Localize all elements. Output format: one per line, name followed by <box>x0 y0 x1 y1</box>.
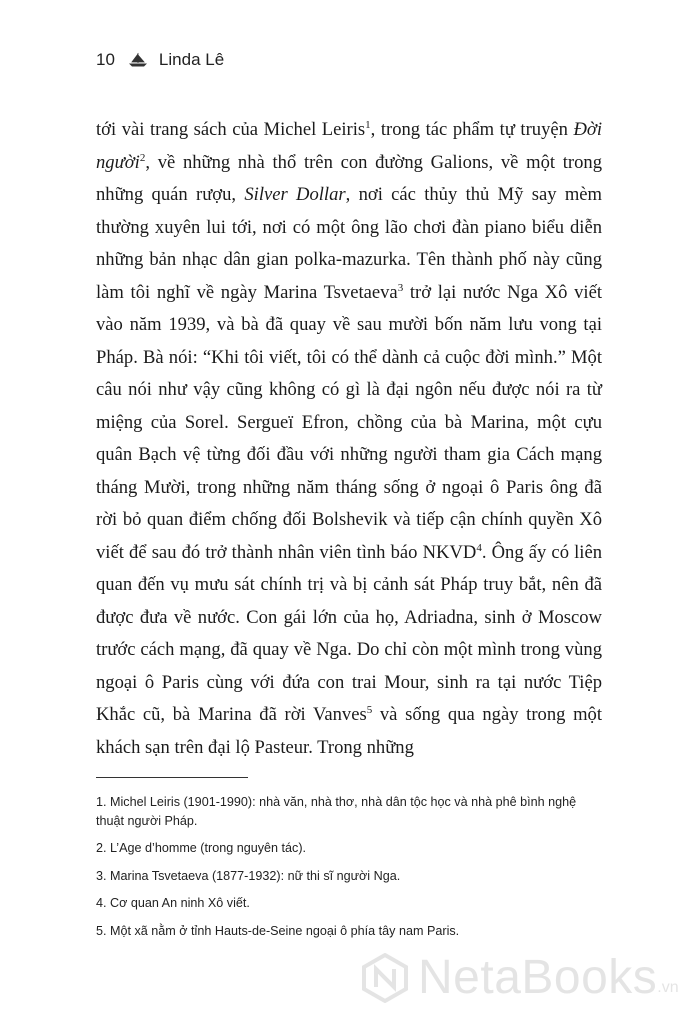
body-segment: , trong tác phẩm tự truyện <box>370 119 574 140</box>
author-name: Linda Lê <box>158 50 225 69</box>
italic-title-doi-nguoi: Đời người <box>96 119 602 173</box>
watermark <box>360 950 679 1005</box>
sailboat-icon <box>127 52 149 68</box>
body-segment: tới vài trang sách của Michel Leiris <box>96 119 366 140</box>
netabooks-logo-icon <box>360 953 410 1003</box>
body-segment: , nơi các thủy thủ Mỹ say mèm thường xuyên lui tới, nơi có một ông lão chơi đàn piano biểu diễn những bản nhạc dân gian polka-mazurka. Tên thành phố này cũng làm tôi nghĩ về ngày Marina Tsvetaeva <box>96 184 603 303</box>
footnote-3: 3. Marina Tsvetaeva (1877-1932): nữ thi sĩ người Nga. <box>96 868 401 883</box>
footnote-ref-5: 5 <box>366 703 373 716</box>
footnote-ref-3: 3 <box>397 281 404 294</box>
watermark-suffix: .vn <box>657 979 679 996</box>
watermark-brand: NetaBooks <box>418 951 658 1004</box>
page-number: 10 <box>96 50 115 69</box>
footnote-2: 2. L’Age d’homme (trong nguyên tác). <box>96 841 307 855</box>
footnote-ref-4: 4 <box>476 541 482 554</box>
body-segment: trở lại nước Nga Xô viết vào năm 1939, và bà đã quay về sau mười bốn năm lưu vong tại Pháp. Bà nói: “Khi tôi viết, tôi có thể dành cả cuộc đời mình.” Một câu nói như vậy cũng không có gì là đại ngôn nếu được nói ra từ miệng của Sorel. Sergueï Efron, chồng của bà Marina, một cựu quân Bạch vệ từng đối đầu với những người tham gia Cách mạng tháng Mười, trong những năm tháng sống ở ngoại ô Paris ông đã rời bỏ quan điểm chống đối Bolshevik và tiếp cận chính quyền Xô viết để sau đó trở thành nhân viên tình báo NKVD <box>96 281 602 563</box>
body-segment: . Ông ấy có liên quan đến vụ mưu sát chính trị và bị cảnh sát Pháp truy bắt, nên đã được đưa về nước. Con gái lớn của họ, Adriadna, sinh ở Moscow trước cách mạng, đã quay về Nga. Do chỉ còn một mình trong vùng ngoại ô Paris cùng với đứa con trai Mour, sinh ra tại nước Tiệp Khắc cũ, bà Marina đã rời Vanves <box>96 541 603 725</box>
footnote-1: 1. Michel Leiris (1901-1990): nhà văn, nhà thơ, nhà dân tộc học và nhà phê bình nghệ thuật người Pháp. <box>96 795 577 828</box>
footnote-divider <box>96 777 248 778</box>
body-segment: , về những nhà thổ trên con đường Galions, về một trong những quán rượu, <box>96 151 602 205</box>
footnote-4: 4. Cơ quan An ninh Xô viết. <box>96 896 250 910</box>
footnotes <box>96 793 602 949</box>
footnote-ref-2: 2 <box>139 151 146 164</box>
running-header <box>96 50 224 70</box>
italic-silver-dollar: Silver Dollar <box>244 184 346 205</box>
body-text <box>96 114 602 764</box>
footnote-ref-1: 1 <box>365 118 371 131</box>
body-segment: và sống qua ngày trong một khách sạn trên đại lộ Pasteur. Trong những <box>96 704 602 758</box>
footnote-5: 5. Một xã nằm ở tỉnh Hauts-de-Seine ngoại ô phía tây nam Paris. <box>96 923 460 938</box>
